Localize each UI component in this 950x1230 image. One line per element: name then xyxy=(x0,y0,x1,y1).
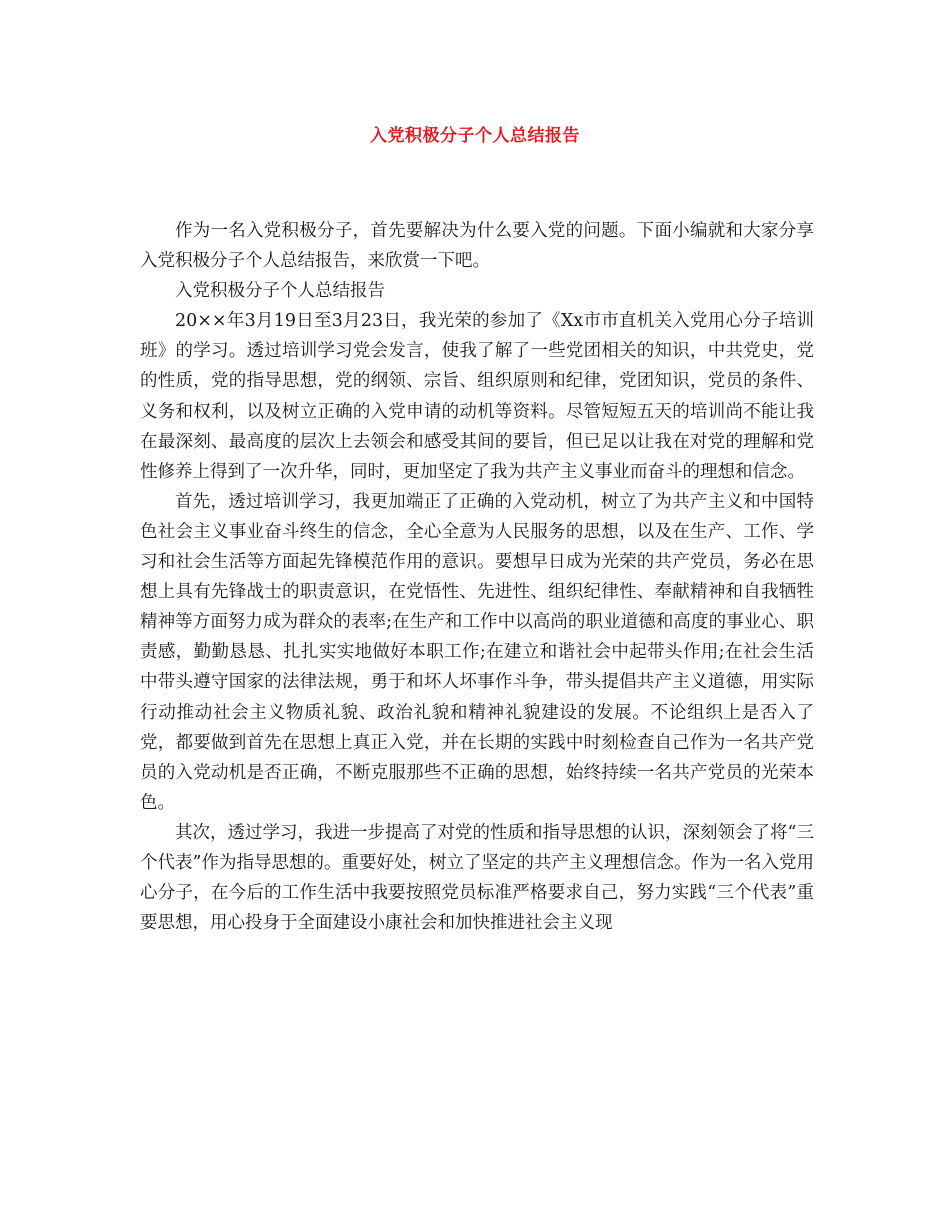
paragraph-training: 20××年3月19日至3月23日，我光荣的参加了《Xx市市直机关入党用心分子培训班》的学习。透过培训学习党会发言，使我了解了一些党团相关的知识，中共党史，党的性质，党的指导思想，党的纲领、宗旨、组织原则和纪律，党团知识，党员的条件、义务和权利，以及树立正确的入党申请的动机等资料。尽管短短五天的培训尚不能让我在最深刻、最高度的层次上去领会和感受其间的要旨，但已足以让我在对党的理解和党性修养上得到了一次升华，同时，更加坚定了我为共产主义事业而奋斗的理想和信念。 xyxy=(140,311,814,482)
document-body xyxy=(140,216,814,938)
document-title: 入党积极分子个人总结报告 xyxy=(370,126,580,146)
paragraph-first: 首先，透过培训学习，我更加端正了正确的入党动机，树立了为共产主义和中国特色社会主义事业奋斗终生的信念，全心全意为人民服务的思想，以及在生产、工作、学习和社会生活等方面起先锋模范作用的意识。要想早日成为光荣的共产党员，务必在思想上具有先锋战士的职责意识，在党悟性、先进性、组织纪律性、奉献精神和自我牺牲精神等方面努力成为群众的表率;在生产和工作中以高尚的职业道德和高度的事业心、职责感，勤勤恳恳、扎扎实实地做好本职工作;在建立和谐社会中起带头作用;在社会生活中带头遵守国家的法律法规，勇于和坏人坏事作斗争，带头提倡共产主义道德，用实际行动推动社会主义物质礼貌、政治礼貌和精神礼貌建设的发展。不论组织上是否入了党，都要做到首先在思想上真正入党，并在长期的实践中时刻检查自己作为一名共产党员的入党动机是否正确，不断克服那些不正确的思想，始终持续一名共产党员的光荣本色。 xyxy=(140,491,814,813)
paragraph-intro: 作为一名入党积极分子，首先要解决为什么要入党的问题。下面小编就和大家分享入党积极分子个人总结报告，来欣赏一下吧。 xyxy=(140,221,814,272)
paragraph-subheading: 入党积极分子个人总结报告 xyxy=(175,281,385,302)
paragraph-second: 其次，透过学习，我进一步提高了对党的性质和指导思想的认识，深刻领会了将“三个代表”作为指导思想的。重要好处，树立了坚定的共产主义理想信念。作为一名入党用心分子，在今后的工作生活中我要按照党员标准严格要求自己，努力实践“三个代表”重要思想，用心投身于全面建设小康社会和加快推进社会主义现 xyxy=(140,822,814,934)
